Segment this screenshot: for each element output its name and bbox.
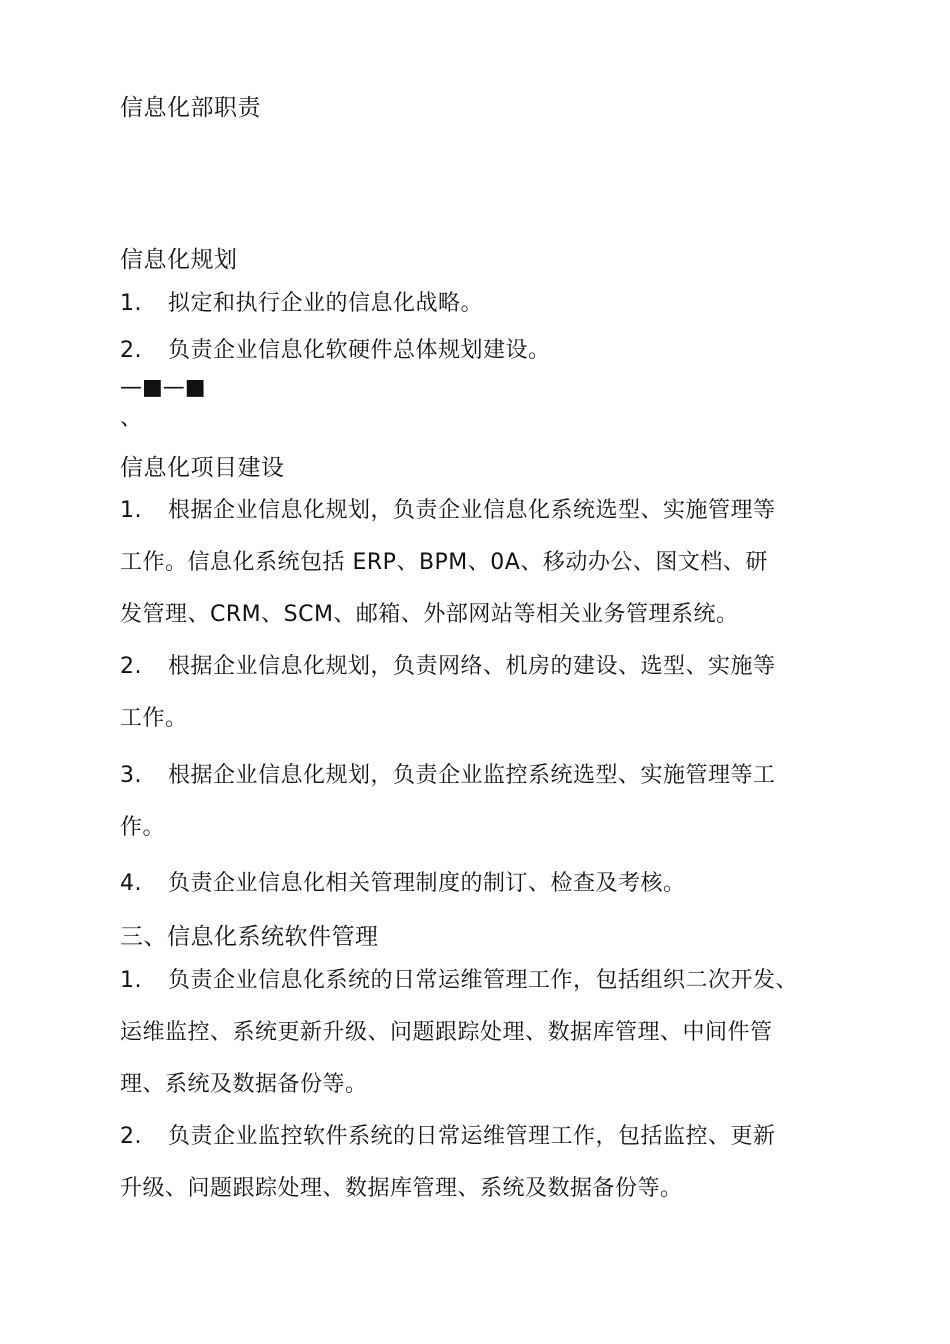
- item-number: 2.: [120, 1124, 142, 1149]
- list-item: [120, 336, 840, 366]
- list-item: [120, 485, 840, 641]
- item-text: 根据企业信息化规划，负责网络、机房的建设、选型、实施等: [168, 654, 776, 679]
- item-text: 工作。: [120, 706, 188, 731]
- section-heading-projects: 信息化项目建设: [120, 455, 285, 481]
- item-text: 负责企业信息化相关管理制度的制订、检查及考核。: [168, 871, 686, 896]
- item-text: 根据企业信息化规划，负责企业监控系统选型、实施管理等工: [168, 763, 776, 788]
- list-item: [120, 955, 840, 1111]
- item-text: 根据企业信息化规划，负责企业信息化系统选型、实施管理等: [168, 498, 776, 523]
- document-title: 信息化部职责: [120, 95, 261, 121]
- item-number: 4.: [120, 871, 142, 896]
- item-number: 1.: [120, 968, 142, 993]
- item-text: 负责企业监控软件系统的日常运维管理工作，包括监控、更新: [168, 1124, 776, 1149]
- list-item: [120, 869, 840, 899]
- item-text: 负责企业信息化系统的日常运维管理工作，包括组织二次开发、: [168, 968, 799, 993]
- section-marker: —■—■: [120, 375, 206, 400]
- item-text: 作。: [120, 815, 166, 840]
- list-item: [120, 1111, 840, 1215]
- item-text: 发管理、CRM、SCM、邮箱、外部网站等相关业务管理系统。: [120, 602, 739, 627]
- item-number: 1.: [120, 291, 142, 316]
- list-item: [120, 641, 840, 745]
- item-number: 2.: [120, 338, 142, 363]
- list-item: [120, 750, 840, 854]
- item-text: 运维监控、系统更新升级、问题跟踪处理、数据库管理、中间件管: [120, 1020, 773, 1045]
- item-text: 负责企业信息化软硬件总体规划建设。: [168, 338, 551, 363]
- item-text: 理、系统及数据备份等。: [120, 1072, 368, 1097]
- item-number: 2.: [120, 654, 142, 679]
- item-number: 1.: [120, 498, 142, 523]
- item-text: 工作。信息化系统包括 ERP、BPM、0A、移动办公、图文档、研: [120, 550, 768, 575]
- list-item: [120, 289, 840, 319]
- section-tick: 、: [120, 406, 143, 431]
- item-number: 3.: [120, 763, 142, 788]
- item-text: 升级、问题跟踪处理、数据库管理、系统及数据备份等。: [120, 1176, 683, 1201]
- section-heading-planning: 信息化规划: [120, 247, 238, 273]
- item-text: 拟定和执行企业的信息化战略。: [168, 291, 484, 316]
- section-heading-software: 三、信息化系统软件管理: [120, 924, 379, 950]
